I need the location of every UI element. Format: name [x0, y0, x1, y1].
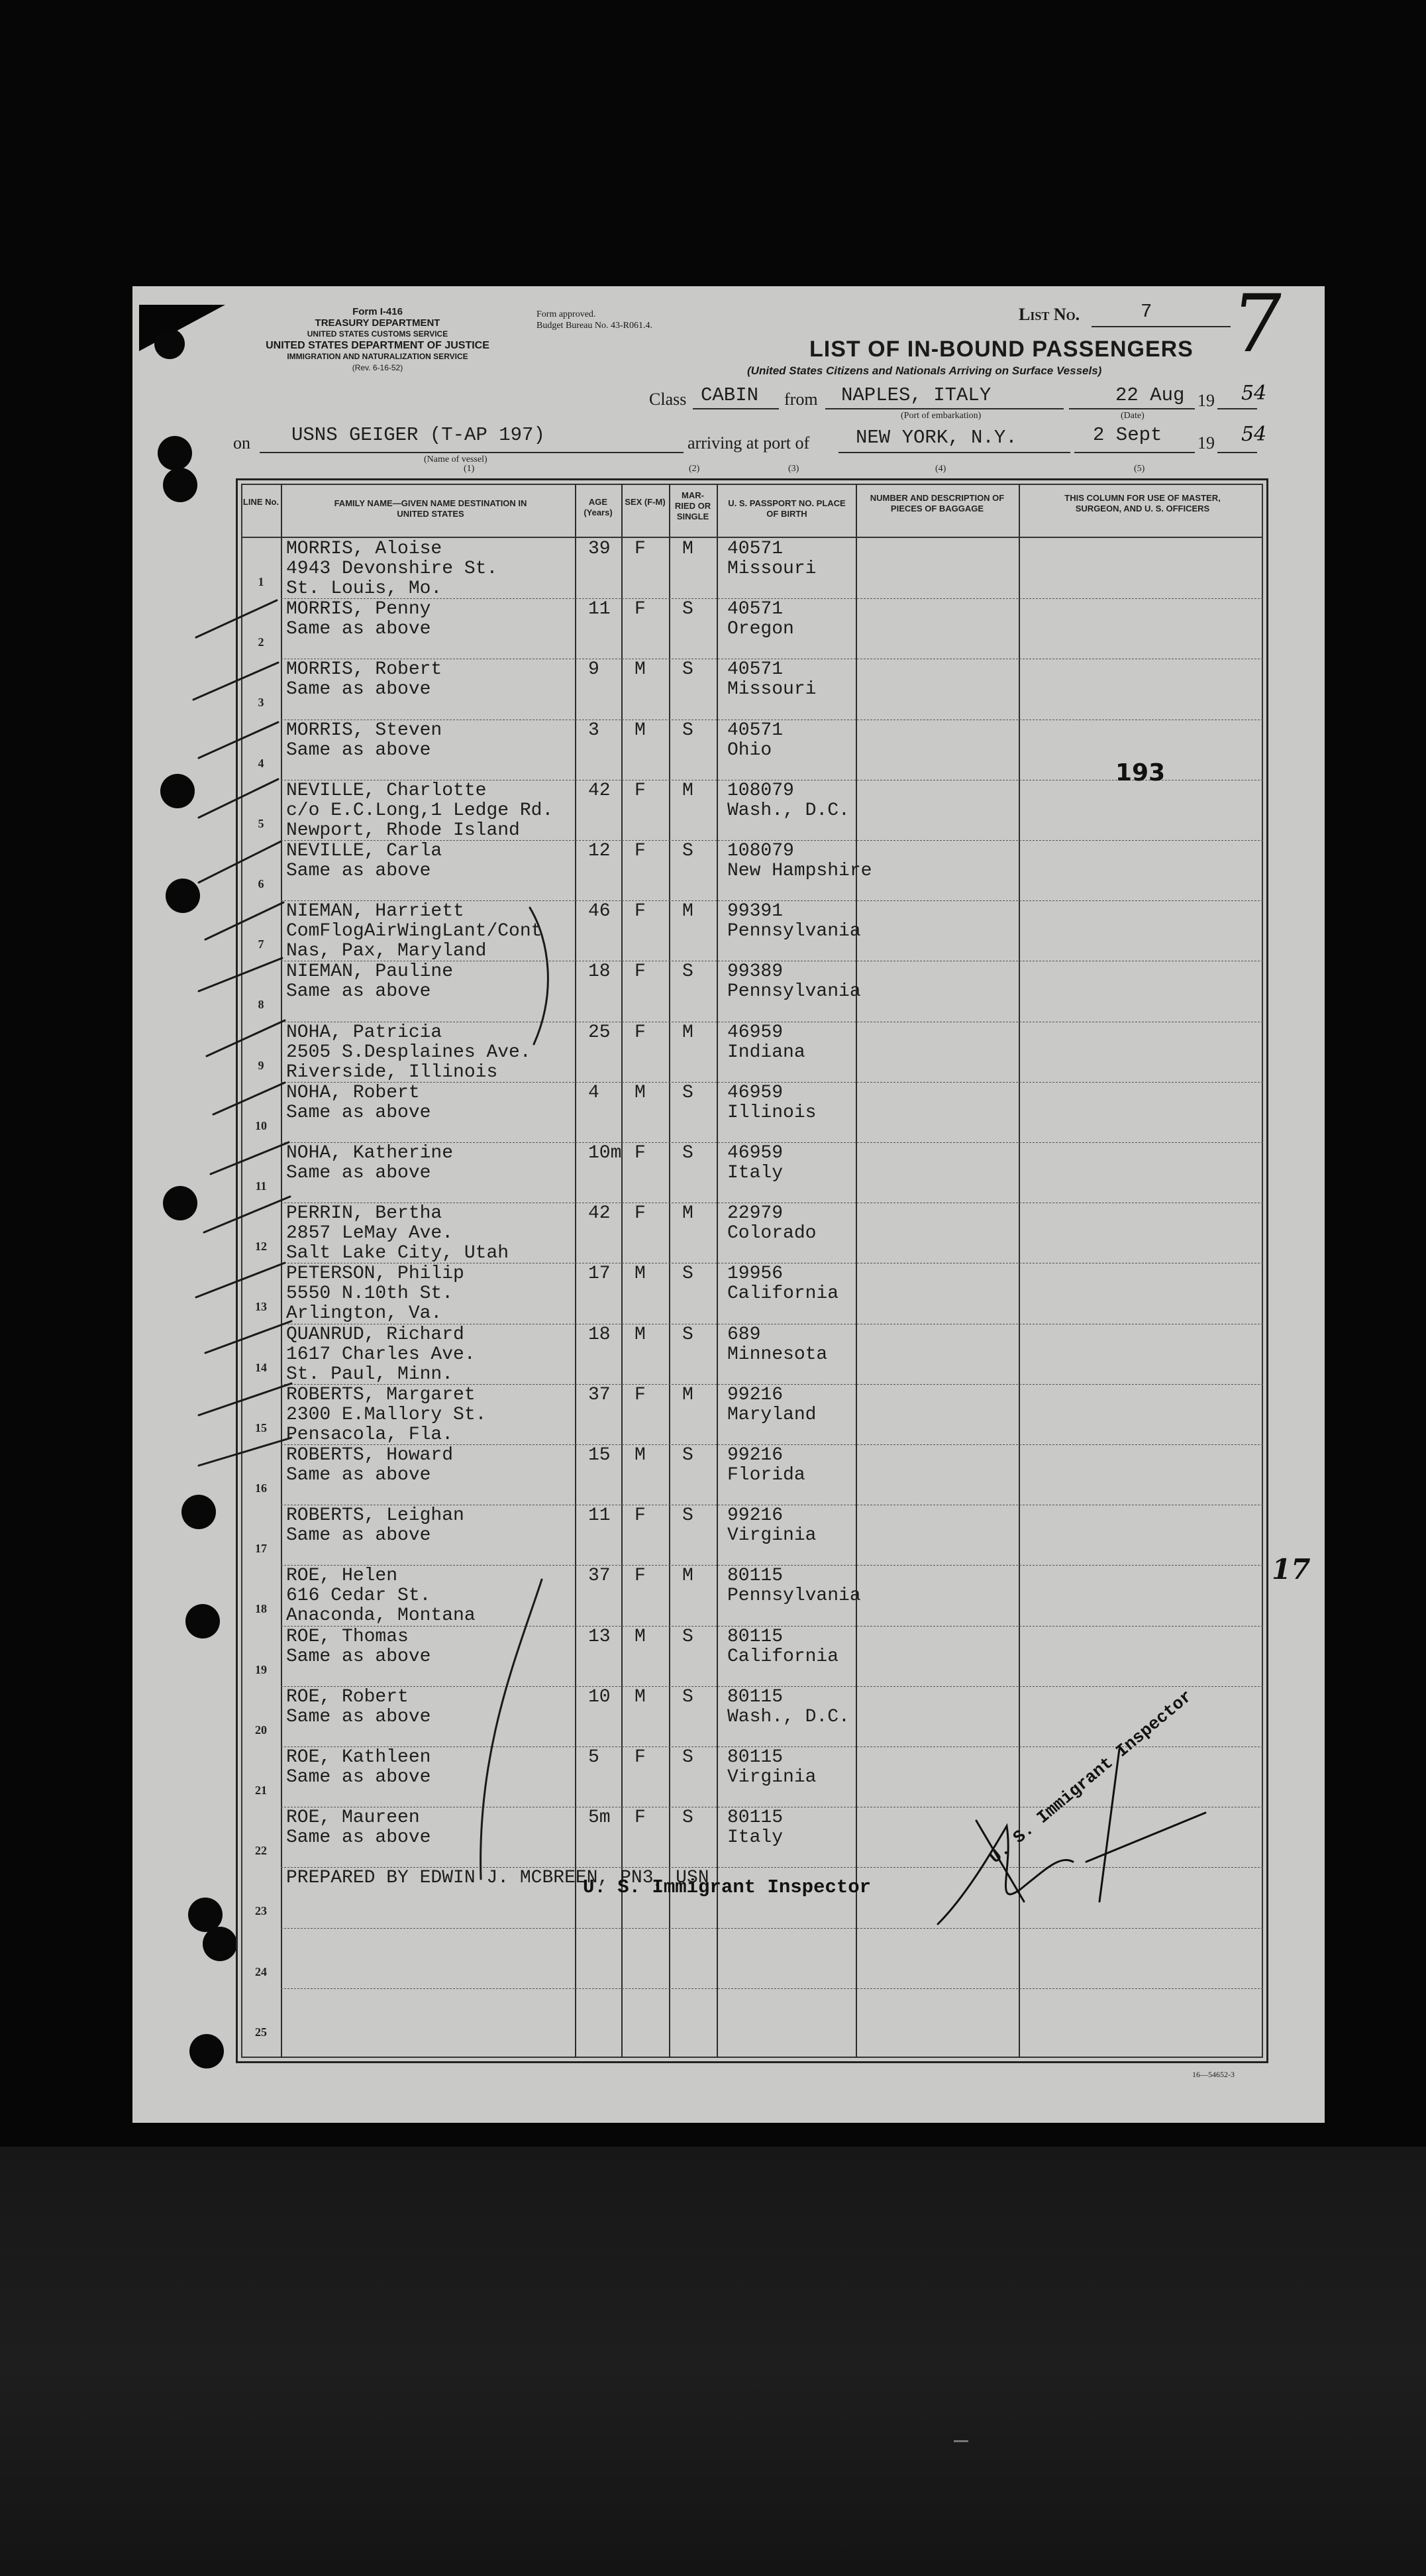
destination-line-1: Same as above	[286, 679, 431, 700]
class-label: Class	[649, 390, 687, 409]
marital-status: S	[682, 1626, 693, 1647]
passport-number: 689	[727, 1324, 761, 1345]
destination-line-1: Same as above	[286, 861, 431, 881]
place-of-birth: New Hampshire	[727, 861, 872, 881]
immigrant-inspector-stamp-diagonal: U. S. Immigrant Inspector	[986, 1686, 1197, 1868]
passenger-name: ROE, Kathleen	[286, 1747, 431, 1768]
destination-line-1: Same as above	[286, 1102, 431, 1123]
sex: F	[635, 1022, 646, 1043]
marital-status: S	[682, 961, 693, 983]
marital-status: S	[682, 1747, 693, 1768]
marital-status: S	[682, 720, 693, 741]
margin-mark: 17	[1272, 1553, 1311, 1585]
immigrant-inspector-stamp: U. S. Immigrant Inspector	[583, 1876, 872, 1898]
col-header-passport: U. S. PASSPORT NO. PLACE OF BIRTH	[728, 498, 846, 519]
line-number: 8	[258, 998, 264, 1012]
marital-status: M	[682, 901, 693, 922]
form-approved: Form approved.	[536, 309, 596, 319]
line-number: 2	[258, 635, 264, 649]
age: 12	[588, 841, 611, 861]
place-of-birth: Italy	[727, 1827, 784, 1849]
sex: F	[635, 1566, 646, 1587]
line-number: 3	[258, 696, 264, 710]
departure-year: 54	[1241, 382, 1267, 405]
passenger-name: PERRIN, Bertha	[286, 1203, 442, 1224]
place-of-birth: Pennsylvania	[727, 921, 861, 942]
treasury-department: TREASURY DEPARTMENT	[315, 317, 440, 329]
arrival-year-prefix: 19	[1197, 433, 1215, 453]
vessel-name: USNS GEIGER (T-AP 197)	[291, 424, 545, 446]
arriving-label: arriving at port of	[688, 433, 810, 453]
manifest-title: LIST OF IN-BOUND PASSENGERS	[809, 337, 1194, 362]
destination-line-1: Same as above	[286, 1827, 431, 1849]
marital-status: S	[682, 1082, 693, 1103]
immigration-service: IMMIGRATION AND NATURALIZATION SERVICE	[287, 352, 468, 361]
passport-number: 99216	[727, 1505, 784, 1527]
list-number-handwritten: 7	[1225, 278, 1290, 370]
col-number-1: (1)	[464, 464, 475, 474]
line-number: 9	[258, 1058, 264, 1072]
place-of-birth: Pennsylvania	[727, 981, 861, 1002]
line-number: 21	[255, 1784, 267, 1797]
sex: F	[635, 961, 646, 983]
destination-line-2: Newport, Rhode Island	[286, 820, 520, 841]
place-of-birth: Wash., D.C.	[727, 800, 850, 821]
marital-status: M	[682, 1384, 693, 1405]
destination-line-1: 4943 Devonshire St.	[286, 559, 498, 579]
line-number: 18	[255, 1602, 267, 1616]
marital-status: S	[682, 1505, 693, 1527]
passenger-name: ROE, Maureen	[286, 1807, 420, 1829]
passport-number: 46959	[727, 1082, 784, 1103]
passport-number: 80115	[727, 1686, 784, 1707]
destination-line-1: Same as above	[286, 981, 431, 1002]
marital-status: S	[682, 1445, 693, 1466]
passenger-name: MORRIS, Penny	[286, 599, 431, 620]
line-number: 15	[255, 1421, 267, 1434]
sex: F	[635, 1807, 646, 1829]
revision-date: (Rev. 6-16-52)	[352, 363, 403, 372]
passport-number: 46959	[727, 1143, 784, 1163]
destination-line-1: Same as above	[286, 619, 431, 640]
passenger-name: ROBERTS, Howard	[286, 1445, 454, 1466]
justice-department: UNITED STATES DEPARTMENT OF JUSTICE	[266, 340, 489, 351]
sex: F	[635, 1384, 646, 1405]
destination-line-1: 2300 E.Mallory St.	[286, 1404, 487, 1425]
destination-line-1: 5550 N.10th St.	[286, 1283, 454, 1305]
passport-number: 40571	[727, 539, 784, 559]
customs-service: UNITED STATES CUSTOMS SERVICE	[307, 329, 448, 339]
sex: M	[635, 1263, 646, 1285]
destination-line-1: 2857 LeMay Ave.	[286, 1223, 454, 1244]
age: 10	[588, 1686, 611, 1707]
passenger-name: NIEMAN, Harriett	[286, 901, 464, 922]
departure-year-prefix: 19	[1197, 391, 1215, 410]
place-of-birth: Oregon	[727, 619, 794, 640]
age: 18	[588, 1324, 611, 1345]
passenger-name: MORRIS, Steven	[286, 720, 442, 741]
marital-status: S	[682, 1807, 693, 1829]
port-of-embarkation: NAPLES, ITALY	[841, 384, 992, 406]
age: 37	[588, 1384, 611, 1405]
destination-line-1: 616 Cedar St.	[286, 1585, 431, 1607]
line-number: 24	[255, 1964, 267, 1978]
passport-number: 108079	[727, 780, 794, 801]
passport-number: 108079	[727, 841, 794, 861]
age: 9	[588, 659, 599, 680]
line-number: 7	[258, 938, 264, 951]
arrival-date: 2 Sept	[1093, 424, 1162, 446]
age: 25	[588, 1022, 611, 1043]
departure-date-caption: (Date)	[1121, 411, 1145, 421]
age: 37	[588, 1566, 611, 1587]
col-number-5: (5)	[1134, 464, 1145, 474]
age: 13	[588, 1626, 611, 1647]
officer-count-number: 193	[1115, 759, 1166, 786]
on-label: on	[233, 433, 250, 453]
passport-number: 40571	[727, 659, 784, 680]
place-of-birth: California	[727, 1646, 839, 1667]
sex: F	[635, 1203, 646, 1224]
line-number: 13	[255, 1300, 267, 1314]
passport-number: 99391	[727, 901, 784, 922]
place-of-birth: Indiana	[727, 1042, 805, 1063]
age: 18	[588, 961, 611, 983]
marital-status: M	[682, 1022, 693, 1043]
passport-number: 40571	[727, 720, 784, 741]
passenger-name: PREPARED BY EDWIN J. MCBREEN, PN3, USN	[286, 1868, 709, 1889]
age: 42	[588, 1203, 611, 1224]
arrival-year: 54	[1241, 423, 1267, 446]
line-number: 17	[255, 1542, 267, 1556]
line-number: 16	[255, 1481, 267, 1495]
place-of-birth: Virginia	[727, 1767, 817, 1788]
place-of-birth: Pennsylvania	[727, 1585, 861, 1607]
place-of-birth: Maryland	[727, 1404, 817, 1425]
line-number: 4	[258, 756, 264, 770]
passport-number: 19956	[727, 1263, 784, 1285]
passenger-name: QUANRUD, Richard	[286, 1324, 464, 1345]
sex: M	[635, 1686, 646, 1707]
passenger-name: ROBERTS, Margaret	[286, 1384, 476, 1405]
passport-number: 80115	[727, 1626, 784, 1647]
col-header-name: FAMILY NAME—GIVEN NAME DESTINATION IN UNITED STATES	[334, 498, 527, 519]
sex: F	[635, 1505, 646, 1527]
line-number: 25	[255, 2025, 267, 2039]
passenger-name: ROBERTS, Leighan	[286, 1505, 464, 1527]
place-of-birth: California	[727, 1283, 839, 1305]
list-number-label: List No.	[1019, 305, 1080, 324]
age: 11	[588, 599, 611, 620]
destination-line-1: Same as above	[286, 1767, 431, 1788]
age: 3	[588, 720, 599, 741]
class-value: CABIN	[701, 384, 759, 406]
destination-line-2: Nas, Pax, Maryland	[286, 941, 487, 962]
line-number: 11	[255, 1179, 267, 1193]
passenger-name: ROE, Thomas	[286, 1626, 409, 1647]
line-number: 20	[255, 1723, 267, 1737]
line-number: 6	[258, 877, 264, 890]
sex: F	[635, 599, 646, 620]
place-of-birth: Italy	[727, 1163, 784, 1183]
destination-line-1: Same as above	[286, 1646, 431, 1667]
marital-status: S	[682, 659, 693, 680]
passport-number: 80115	[727, 1747, 784, 1768]
sex: M	[635, 1082, 646, 1103]
marital-status: M	[682, 780, 693, 801]
marital-status: S	[682, 1143, 693, 1163]
age: 39	[588, 539, 611, 559]
sex: F	[635, 1747, 646, 1768]
destination-line-1: c/o E.C.Long,1 Ledge Rd.	[286, 800, 554, 821]
age: 42	[588, 780, 611, 801]
vessel-caption: (Name of vessel)	[424, 455, 487, 464]
sex: M	[635, 1445, 646, 1466]
destination-line-1: Same as above	[286, 1525, 431, 1546]
passenger-name: NOHA, Katherine	[286, 1143, 454, 1163]
age: 5	[588, 1747, 599, 1768]
passport-number: 99389	[727, 961, 784, 983]
sex: M	[635, 1626, 646, 1647]
marital-status: S	[682, 1263, 693, 1285]
sex: F	[635, 1143, 646, 1163]
place-of-birth: Illinois	[727, 1102, 817, 1123]
destination-line-1: Same as above	[286, 1465, 431, 1485]
marital-status: M	[682, 1566, 693, 1587]
col-header-married: MAR-RIED OR SINGLE	[674, 490, 711, 521]
passport-number: 80115	[727, 1566, 784, 1587]
budget-bureau: Budget Bureau No. 43-R061.4.	[536, 321, 652, 331]
place-of-birth: Missouri	[727, 679, 817, 700]
passenger-name: NOHA, Patricia	[286, 1022, 442, 1043]
age: 10m	[588, 1143, 622, 1163]
marital-status: S	[682, 841, 693, 861]
line-number: 10	[255, 1118, 267, 1132]
destination-line-2: Salt Lake City, Utah	[286, 1243, 509, 1264]
line-number: 12	[255, 1240, 267, 1254]
line-number: 19	[255, 1662, 267, 1676]
col-header-officers: THIS COLUMN FOR USE OF MASTER, SURGEON, AND U. S. OFFICERS	[1064, 493, 1221, 513]
age: 17	[588, 1263, 611, 1285]
passenger-name: MORRIS, Aloise	[286, 539, 442, 559]
destination-line-1: Same as above	[286, 1706, 431, 1727]
col-number-3: (3)	[788, 464, 799, 474]
sex: M	[635, 720, 646, 741]
passenger-name: MORRIS, Robert	[286, 659, 442, 680]
port-embark-caption: (Port of embarkation)	[901, 411, 982, 421]
age: 5m	[588, 1807, 611, 1829]
list-number: 7	[1141, 301, 1152, 323]
destination-line-2: Riverside, Illinois	[286, 1061, 498, 1083]
place-of-birth: Ohio	[727, 739, 772, 761]
sex: F	[635, 780, 646, 801]
line-number: 5	[258, 816, 264, 830]
marital-status: M	[682, 539, 693, 559]
place-of-birth: Virginia	[727, 1525, 817, 1546]
passport-number: 22979	[727, 1203, 784, 1224]
col-number-4: (4)	[935, 464, 946, 474]
destination-line-1: Same as above	[286, 739, 431, 761]
sex: M	[635, 659, 646, 680]
destination-line-2: Anaconda, Montana	[286, 1605, 476, 1627]
marital-status: M	[682, 1203, 693, 1224]
col-header-line-no: LINE No.	[242, 497, 280, 507]
destination-line-1: 2505 S.Desplaines Ave.	[286, 1042, 531, 1063]
line-number: 22	[255, 1844, 267, 1858]
marital-status: S	[682, 599, 693, 620]
place-of-birth: Minnesota	[727, 1344, 828, 1365]
age: 11	[588, 1505, 611, 1527]
line-number: 1	[258, 575, 264, 588]
destination-line-2: St. Paul, Minn.	[286, 1364, 454, 1385]
passenger-name: NEVILLE, Carla	[286, 841, 442, 861]
passenger-name: ROE, Robert	[286, 1686, 409, 1707]
age: 4	[588, 1082, 599, 1103]
passenger-name: PETERSON, Philip	[286, 1263, 464, 1285]
passenger-name: ROE, Helen	[286, 1566, 398, 1587]
sex: F	[635, 841, 646, 861]
col-header-age: AGE (Years)	[584, 497, 613, 517]
manifest-subtitle: (United States Citizens and Nationals Arriving on Surface Vessels)	[747, 364, 1102, 377]
passport-number: 99216	[727, 1445, 784, 1466]
from-label: from	[784, 390, 818, 409]
place-of-birth: Missouri	[727, 559, 817, 579]
destination-line-2: Arlington, Va.	[286, 1303, 442, 1324]
marital-status: S	[682, 1686, 693, 1707]
sex: F	[635, 539, 646, 559]
passport-number: 46959	[727, 1022, 784, 1043]
passport-number: 80115	[727, 1807, 784, 1829]
col-header-sex: SEX (F-M)	[625, 497, 666, 507]
col-number-2: (2)	[689, 464, 700, 474]
place-of-birth: Wash., D.C.	[727, 1706, 850, 1727]
age: 15	[588, 1445, 611, 1466]
line-number: 23	[255, 1904, 267, 1918]
destination-line-1: 1617 Charles Ave.	[286, 1344, 476, 1365]
destination-line-2: Pensacola, Fla.	[286, 1424, 454, 1445]
sex: M	[635, 1324, 646, 1345]
passenger-name: NEVILLE, Charlotte	[286, 780, 487, 801]
marital-status: S	[682, 1324, 693, 1345]
destination-line-1: ComFlogAirWingLant/Cont	[286, 921, 542, 942]
departure-date: 22 Aug	[1115, 384, 1185, 406]
sex: F	[635, 901, 646, 922]
line-number: 14	[255, 1360, 267, 1374]
destination-line-2: St. Louis, Mo.	[286, 578, 442, 599]
passenger-name: NOHA, Robert	[286, 1082, 420, 1103]
destination-line-1: Same as above	[286, 1163, 431, 1183]
passport-number: 99216	[727, 1384, 784, 1405]
form-code: 16—54652-3	[1192, 2070, 1235, 2079]
form-number: Form I-416	[352, 306, 403, 317]
age: 46	[588, 901, 611, 922]
place-of-birth: Florida	[727, 1465, 805, 1485]
passport-number: 40571	[727, 599, 784, 620]
col-header-baggage: NUMBER AND DESCRIPTION OF PIECES OF BAGGAGE	[870, 493, 1005, 513]
place-of-birth: Colorado	[727, 1223, 817, 1244]
passenger-name: NIEMAN, Pauline	[286, 961, 454, 983]
arrival-port: NEW YORK, N.Y.	[856, 427, 1017, 449]
